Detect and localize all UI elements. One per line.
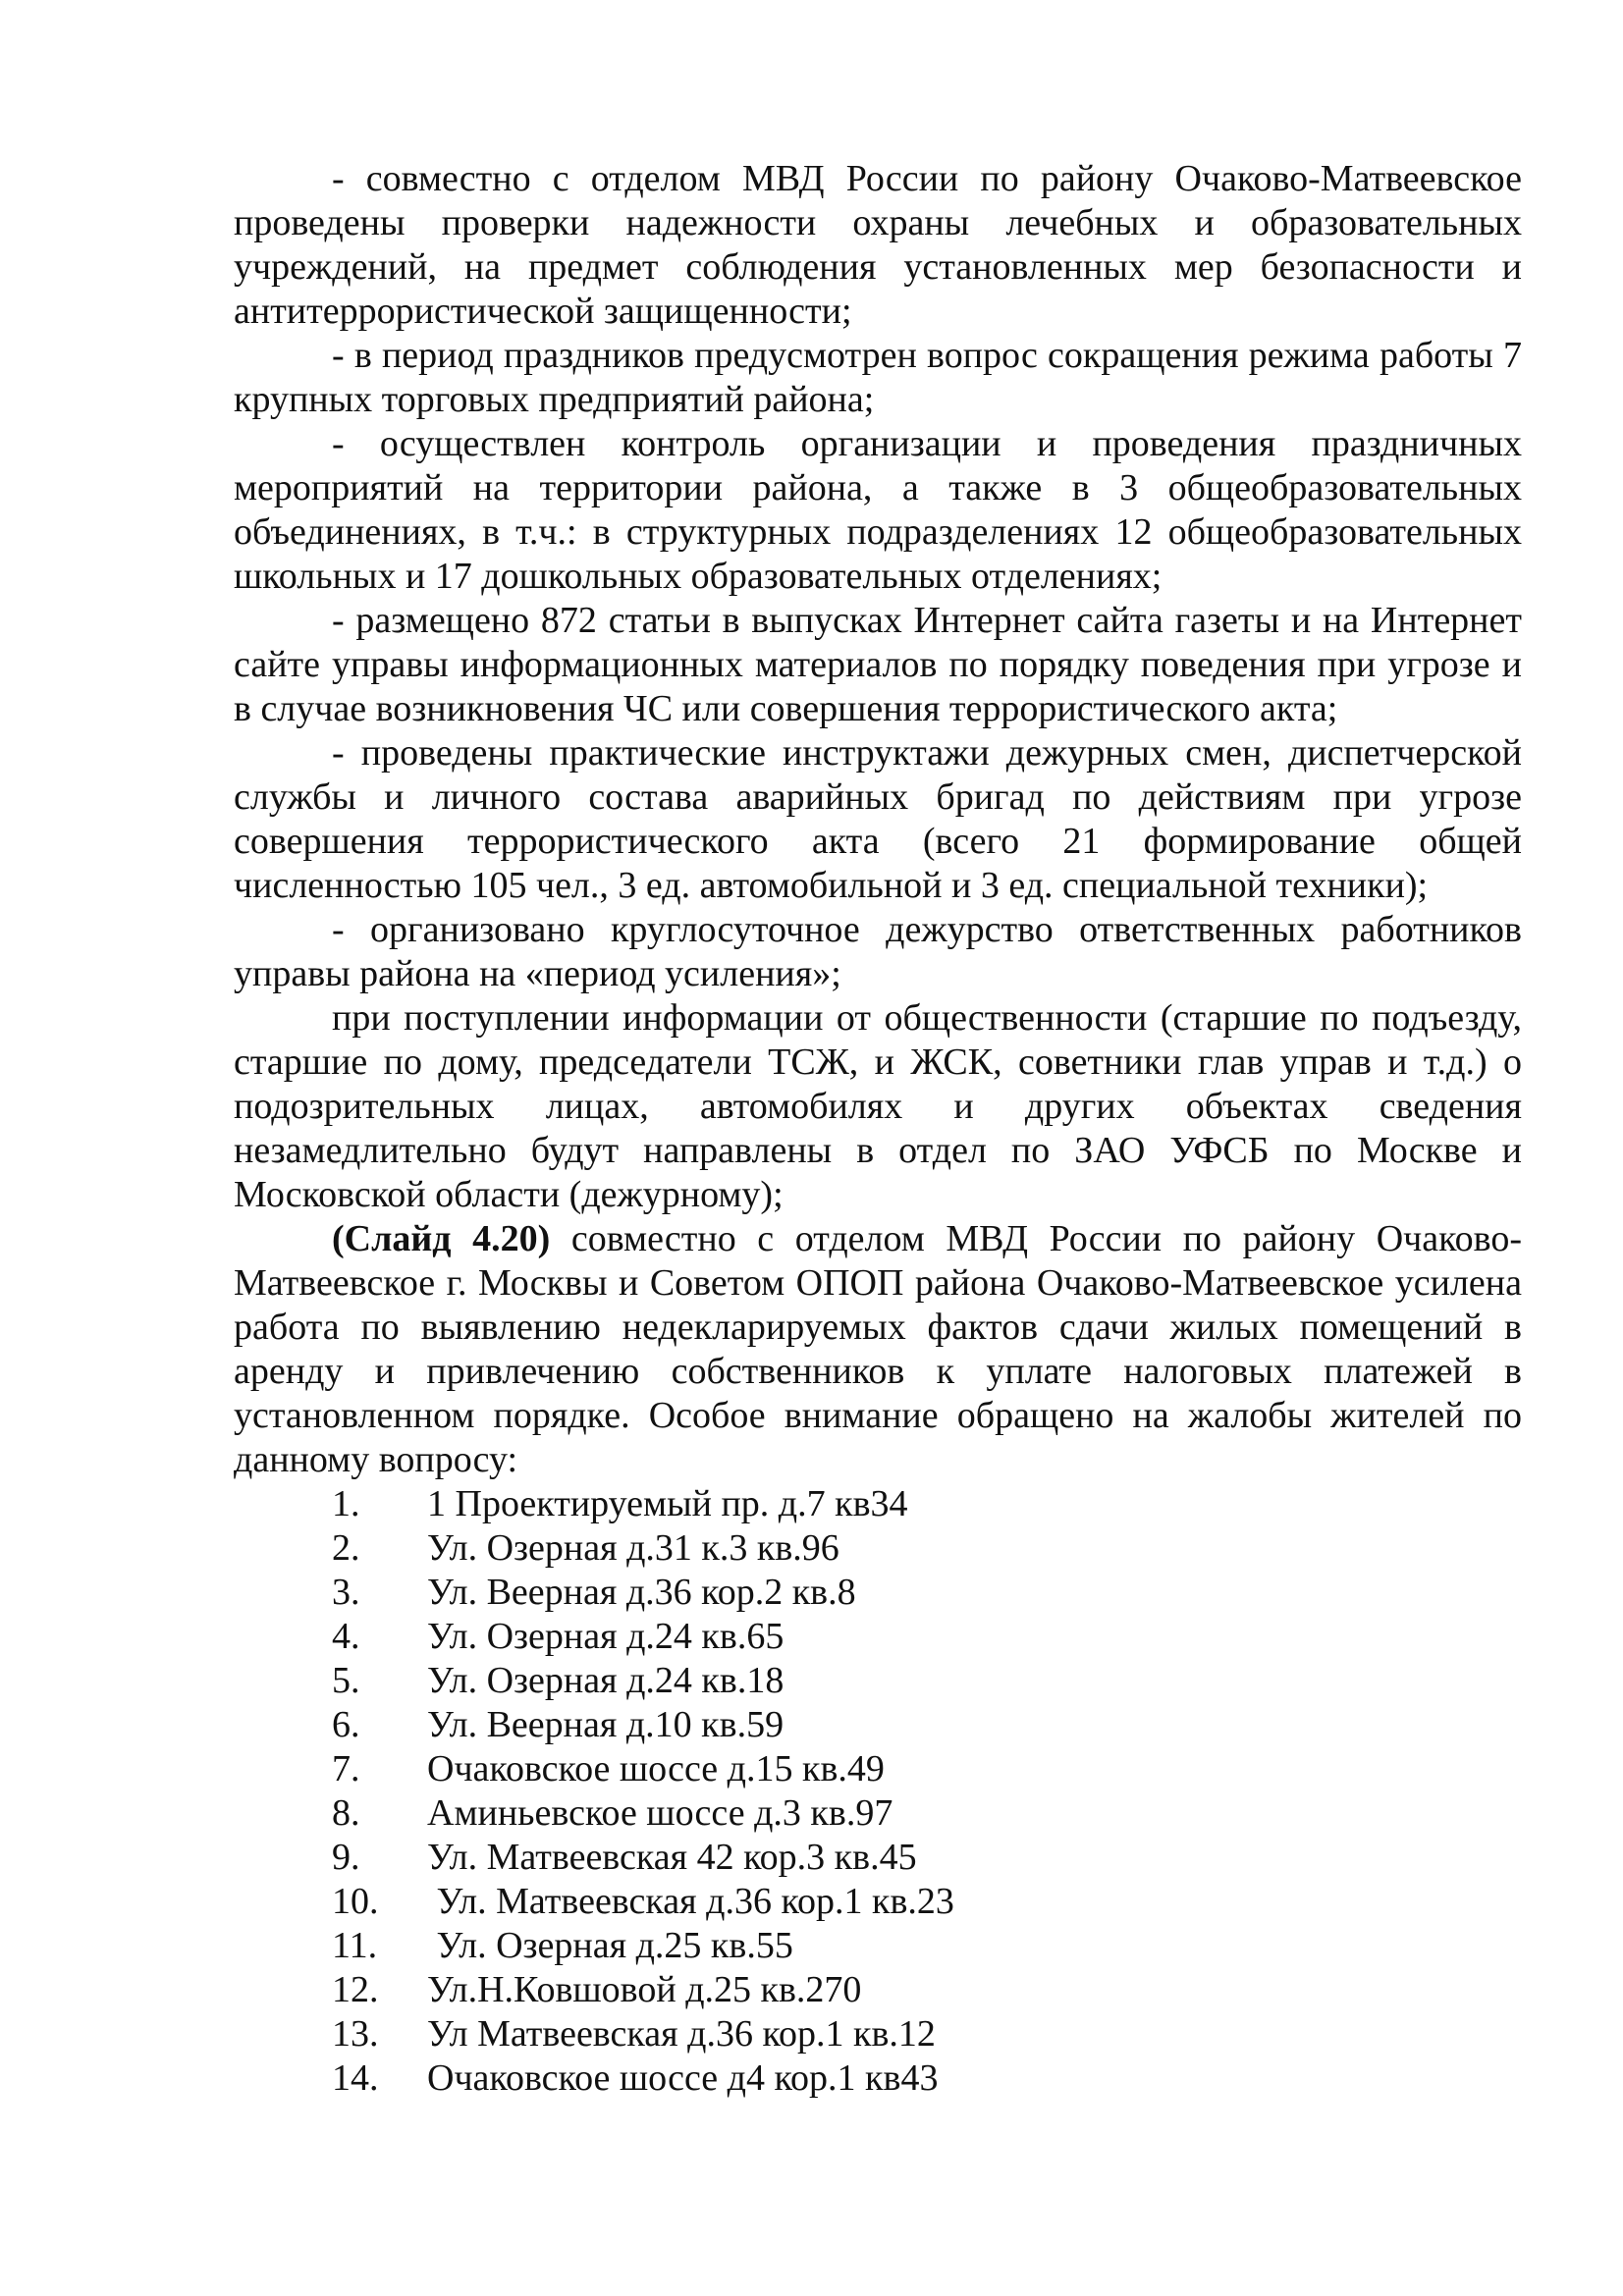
list-item-address: Ул. Озерная д.24 кв.18 [427, 1660, 784, 1701]
list-item-number: 5. [332, 1660, 360, 1701]
list-item-number: 10. [332, 1881, 379, 1922]
paragraph-duty-shift: - организовано круглосуточное дежурство ответственных работников управы района на «период усиления»; [234, 909, 1522, 994]
list-item [234, 1703, 1522, 1747]
list-item-address: Ул. Матвеевская д.36 кор.1 кв.23 [427, 1881, 954, 1922]
paragraph-holiday-hours: - в период праздников предусмотрен вопрос сокращения режима работы 7 крупных торговых предприятий района; [234, 335, 1522, 420]
list-item [234, 1968, 1522, 2012]
list-item-address: Ул. Веерная д.36 кор.2 кв.8 [427, 1572, 856, 1613]
list-item-number: 1. [332, 1483, 360, 1524]
list-item-address: Очаковское шоссе д4 кор.1 кв43 [427, 2057, 939, 2099]
list-item-number: 11. [332, 1925, 378, 1966]
slide-label: (Слайд 4.20) [332, 1218, 551, 1259]
list-item [234, 1836, 1522, 1880]
list-item [234, 2012, 1522, 2056]
list-item-address: Ул. Озерная д.31 к.3 кв.96 [427, 1527, 839, 1569]
list-item [234, 1615, 1522, 1659]
list-item-number: 14. [332, 2057, 379, 2099]
list-item-address: 1 Проектируемый пр. д.7 кв34 [427, 1483, 908, 1524]
list-item [234, 1880, 1522, 1924]
list-item-number: 9. [332, 1837, 360, 1878]
address-list [234, 1482, 1522, 2101]
list-item-number: 12. [332, 1969, 379, 2010]
list-item-number: 4. [332, 1616, 360, 1657]
paragraph-briefings: - проведены практические инструктажи дежурных смен, диспетчерской службы и личного состава аварийных бригад по действиям при угрозе совершения террористического акта (всего 21 формирование общей численностью 105 чел., 3 ед. автомобильной и 3 ед. специальной техники); [234, 732, 1522, 906]
paragraph-slide-4-20 [234, 1217, 1522, 1482]
list-item [234, 1791, 1522, 1836]
list-item-number: 13. [332, 2013, 379, 2055]
list-item [234, 1526, 1522, 1571]
list-item-address: Ул. Веерная д.10 кв.59 [427, 1704, 784, 1745]
list-item-number: 8. [332, 1792, 360, 1834]
list-item [234, 1659, 1522, 1703]
list-item-address: Ул. Озерная д.25 кв.55 [427, 1925, 793, 1966]
paragraph-security-checks: - совместно с отделом МВД России по району Очаково-Матвеевское проведены проверки надежности охраны лечебных и образовательных учреждений, на предмет соблюдения установленных мер безопасности и антитеррористической защищенности; [234, 158, 1522, 332]
list-item [234, 1571, 1522, 1615]
list-item-address: Ул. Матвеевская 42 кор.3 кв.45 [427, 1837, 917, 1878]
list-item [234, 1747, 1522, 1791]
list-item-number: 6. [332, 1704, 360, 1745]
list-item-address: Аминьевское шоссе д.3 кв.97 [427, 1792, 893, 1834]
paragraph-event-control: - осуществлен контроль организации и проведения праздничных мероприятий на территории района, а также в 3 общеобразовательных объединениях, в т.ч.: в структурных подразделениях 12 общеобразовательных школьных и 17 дошкольных образовательных отделениях; [234, 423, 1522, 597]
document-page [234, 157, 1522, 2101]
list-item-number: 2. [332, 1527, 360, 1569]
list-item-number: 7. [332, 1748, 360, 1789]
list-item-address: Ул Матвеевская д.36 кор.1 кв.12 [427, 2013, 936, 2055]
paragraph-published-articles: - размещено 872 статьи в выпусках Интернет сайта газеты и на Интернет сайте управы информационных материалов по порядку поведения при угрозе и в случае возникновения ЧС или совершения террористического акта; [234, 600, 1522, 729]
paragraph-public-information: при поступлении информации от общественности (старшие по подъезду, старшие по дому, председатели ТСЖ, и ЖСК, советники глав управ и т.д.) о подозрительных лицах, автомобилях и других объектах сведения незамедлительно будут направлены в отдел по ЗАО УФСБ по Москве и Московской области (дежурному); [234, 997, 1522, 1215]
slide-paragraph-text: совместно с отделом МВД России по району Очаково-Матвеевское г. Москвы и Советом ОПОП района Очаково-Матвеевское усилена работа по выявлению недекларируемых фактов сдачи жилых помещений в аренду и привлечению собственников к уплате налоговых платежей в установленном порядке. Особое внимание обращено на жалобы жителей по данному вопросу: [234, 1218, 1523, 1480]
list-item-address: Очаковское шоссе д.15 кв.49 [427, 1748, 885, 1789]
list-item [234, 1924, 1522, 1968]
list-item-address: Ул. Озерная д.24 кв.65 [427, 1616, 784, 1657]
list-item-address: Ул.Н.Ковшовой д.25 кв.270 [427, 1969, 862, 2010]
list-item [234, 1482, 1522, 1526]
list-item [234, 2056, 1522, 2101]
list-item-number: 3. [332, 1572, 360, 1613]
